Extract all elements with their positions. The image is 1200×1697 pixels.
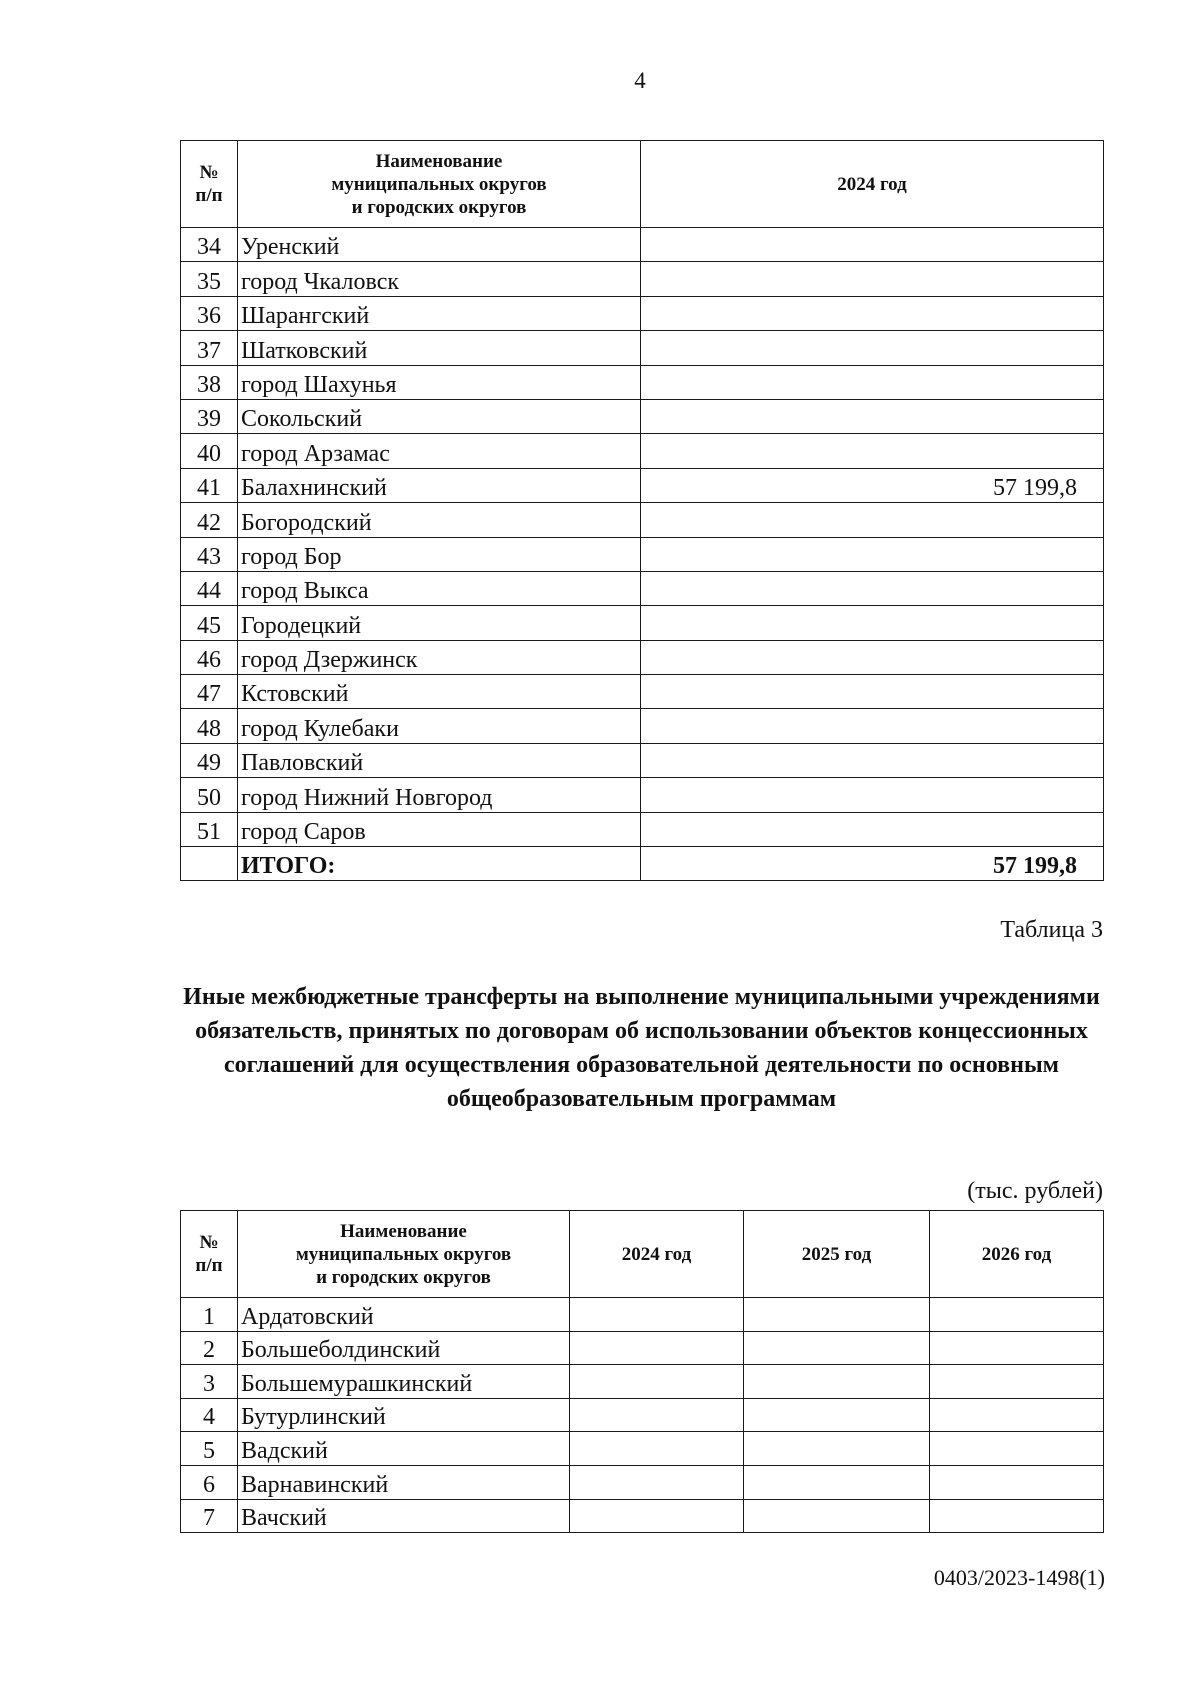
value-2025 [744, 1398, 930, 1432]
document-code: 0403/2023-1498(1) [933, 1565, 1105, 1590]
value-2024 [641, 296, 1104, 330]
value-2025 [744, 1365, 930, 1399]
row-number: 50 [181, 778, 238, 812]
municipality-name: город Чкаловск [238, 262, 641, 296]
value-2024 [641, 537, 1104, 571]
municipality-name: Большемурашкинский [238, 1365, 570, 1399]
municipality-name: Шатковский [238, 331, 641, 365]
table-header-row [181, 141, 1104, 228]
table-row [181, 571, 1104, 605]
value-2024 [641, 331, 1104, 365]
table-3-label: Таблица 3 [1000, 917, 1103, 943]
value-2024 [641, 571, 1104, 605]
row-number: 46 [181, 640, 238, 674]
header-number: № п/п [181, 141, 238, 228]
value-2024 [570, 1331, 744, 1365]
table-row [181, 675, 1104, 709]
row-number: 34 [181, 228, 238, 262]
table-row [181, 228, 1104, 262]
municipality-name: Уренский [238, 228, 641, 262]
table-row [181, 434, 1104, 468]
municipality-name: Бутурлинский [238, 1398, 570, 1432]
municipality-name: Ардатовский [238, 1298, 570, 1332]
municipality-name: Вачский [238, 1499, 570, 1533]
row-number: 51 [181, 812, 238, 846]
value-2024 [570, 1298, 744, 1332]
header-municipality-name: Наименование муниципальных округов и городских округов [238, 1211, 570, 1298]
value-2024 [641, 743, 1104, 777]
value-2024 [641, 778, 1104, 812]
row-number: 38 [181, 365, 238, 399]
row-number: 48 [181, 709, 238, 743]
table-row [181, 365, 1104, 399]
value-2025 [744, 1499, 930, 1533]
row-number: 5 [181, 1432, 238, 1466]
table-row [181, 503, 1104, 537]
row-number: 3 [181, 1365, 238, 1399]
row-number: 36 [181, 296, 238, 330]
table-row [181, 537, 1104, 571]
value-2026 [930, 1499, 1104, 1533]
table-row [181, 1499, 1104, 1533]
table-header-row [181, 1211, 1104, 1298]
table-row [181, 1365, 1104, 1399]
row-number: 40 [181, 434, 238, 468]
page-number: 4 [634, 68, 646, 93]
municipality-name: Кстовский [238, 675, 641, 709]
value-2024 [570, 1499, 744, 1533]
value-2024 [570, 1365, 744, 1399]
table-1-continuation [180, 140, 1104, 881]
header-2026: 2026 год [930, 1211, 1104, 1298]
table-row [181, 743, 1104, 777]
row-number: 35 [181, 262, 238, 296]
value-2026 [930, 1398, 1104, 1432]
table-row [181, 1465, 1104, 1499]
row-number: 43 [181, 537, 238, 571]
table-row [181, 262, 1104, 296]
value-2024 [641, 675, 1104, 709]
municipality-name: город Выкса [238, 571, 641, 605]
row-number: 49 [181, 743, 238, 777]
value-2024 [641, 503, 1104, 537]
table-row [181, 709, 1104, 743]
value-2024 [641, 812, 1104, 846]
table-3 [180, 1210, 1104, 1533]
value-2025 [744, 1298, 930, 1332]
value-2024 [570, 1398, 744, 1432]
municipality-name: город Саров [238, 812, 641, 846]
table-row [181, 778, 1104, 812]
municipality-name: Сокольский [238, 399, 641, 433]
value-2024 [641, 228, 1104, 262]
municipality-name: город Кулебаки [238, 709, 641, 743]
row-number: 42 [181, 503, 238, 537]
municipality-name: город Бор [238, 537, 641, 571]
value-2024 [641, 365, 1104, 399]
value-2026 [930, 1331, 1104, 1365]
municipality-name: город Нижний Новгород [238, 778, 641, 812]
total-value: 57 199,8 [641, 847, 1104, 881]
table-row [181, 399, 1104, 433]
table-3-title: Иные межбюджетные трансферты на выполнение муниципальными учреждениями обязательств, принятых по договорам об использовании объектов концессионных соглашений для осуществления образовательной деятельности по основным общеобразовательным программам [183, 984, 1100, 1112]
value-2025 [744, 1331, 930, 1365]
header-municipality-name: Наименование муниципальных округов и городских округов [238, 141, 641, 228]
value-2024 [641, 606, 1104, 640]
row-number: 45 [181, 606, 238, 640]
municipality-name: город Арзамас [238, 434, 641, 468]
units-label: (тыс. рублей) [967, 1178, 1103, 1204]
row-number: 6 [181, 1465, 238, 1499]
table-row [181, 1331, 1104, 1365]
municipality-name: город Дзержинск [238, 640, 641, 674]
municipality-name: Вадский [238, 1432, 570, 1466]
value-2024 [570, 1432, 744, 1466]
row-number: 4 [181, 1398, 238, 1432]
table-row [181, 331, 1104, 365]
municipality-name: Павловский [238, 743, 641, 777]
table-row [181, 296, 1104, 330]
row-number: 7 [181, 1499, 238, 1533]
table-row [181, 1398, 1104, 1432]
value-2024 [641, 262, 1104, 296]
header-number: № п/п [181, 1211, 238, 1298]
table-row [181, 468, 1104, 502]
row-number: 44 [181, 571, 238, 605]
value-2024 [641, 434, 1104, 468]
total-number-cell [181, 847, 238, 881]
table-row [181, 1432, 1104, 1466]
row-number: 47 [181, 675, 238, 709]
municipality-name: Городецкий [238, 606, 641, 640]
total-row [181, 847, 1104, 881]
municipality-name: Богородский [238, 503, 641, 537]
municipality-name: Варнавинский [238, 1465, 570, 1499]
row-number: 39 [181, 399, 238, 433]
municipality-name: Большеболдинский [238, 1331, 570, 1365]
municipality-name: Балахнинский [238, 468, 641, 502]
value-2026 [930, 1432, 1104, 1466]
header-2024: 2024 год [570, 1211, 744, 1298]
row-number: 2 [181, 1331, 238, 1365]
value-2026 [930, 1365, 1104, 1399]
row-number: 1 [181, 1298, 238, 1332]
table-row [181, 640, 1104, 674]
value-2025 [744, 1432, 930, 1466]
value-2024 [641, 640, 1104, 674]
value-2024 [641, 709, 1104, 743]
table-row [181, 606, 1104, 640]
row-number: 41 [181, 468, 238, 502]
header-2025: 2025 год [744, 1211, 930, 1298]
value-2026 [930, 1298, 1104, 1332]
municipality-name: город Шахунья [238, 365, 641, 399]
value-2024 [570, 1465, 744, 1499]
header-2024: 2024 год [641, 141, 1104, 228]
value-2025 [744, 1465, 930, 1499]
total-label: ИТОГО: [238, 847, 641, 881]
value-2026 [930, 1465, 1104, 1499]
value-2024 [641, 399, 1104, 433]
municipality-name: Шарангский [238, 296, 641, 330]
table-row [181, 1298, 1104, 1332]
value-2024: 57 199,8 [641, 468, 1104, 502]
table-row [181, 812, 1104, 846]
row-number: 37 [181, 331, 238, 365]
